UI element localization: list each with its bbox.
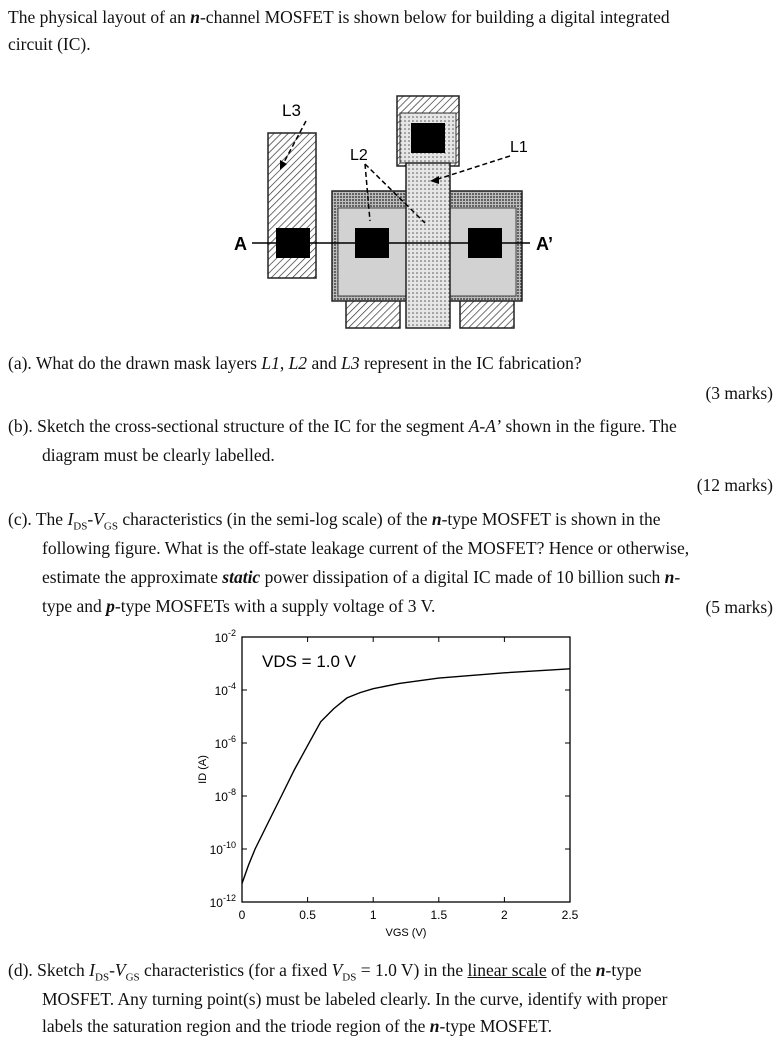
y-tick-label: $10^{-10}$ (209, 840, 236, 857)
x-tick-label: 0.5 (299, 908, 316, 922)
question-c-line-1: (c). The $I_{DS}-V_{GS}$ characteristics (in the semi-log scale) of the n-type MOSFET is shown in the (8, 509, 661, 533)
plot-frame (242, 637, 570, 902)
question-c-line-4: type and p-type MOSFETs with a supply voltage of 3 V. (42, 596, 436, 616)
vds-annotation: VDS = 1.0 V (262, 652, 357, 671)
y-tick-label: $10^{-4}$ (214, 681, 236, 698)
marks-a: (3 marks) (705, 383, 773, 403)
question-b-line-2: diagram must be clearly labelled. (42, 445, 275, 465)
x-axis-label: VGS (V) (385, 927, 427, 939)
marks-c: (5 marks) (705, 597, 773, 617)
y-tick-label: $10^{-6}$ (214, 734, 236, 751)
intro-line-1: The physical layout of an n-channel MOSFET is shown below for building a digital integrated (8, 7, 670, 27)
label-l2: L2 (350, 147, 368, 164)
ids-vgs-curve (242, 669, 570, 884)
mosfet-layout-figure (220, 88, 580, 338)
x-tick-label: 0 (238, 908, 246, 922)
question-d-line-3: labels the saturation region and the triode region of the n-type MOSFET. (42, 1016, 552, 1036)
y-tick-label: $10^{-2}$ (214, 628, 236, 645)
label-a-prime: A’ (536, 234, 554, 254)
question-c-line-3: estimate the approximate static power dissipation of a digital IC made of 10 billion such n- (42, 567, 681, 587)
label-l3: L3 (282, 101, 301, 120)
intro-line-2: circuit (IC). (8, 34, 91, 54)
marks-b: (12 marks) (696, 475, 773, 495)
question-d-line-1: (d). Sketch $I_{DS}-V_{GS}$ characteristics (for a fixed $V_{DS} = 1.0$ V) in the linear scale of the n-type (8, 960, 642, 984)
x-tick-label: 1.5 (430, 908, 448, 922)
question-d-line-2: MOSFET. Any turning point(s) must be labeled clearly. In the curve, identify with proper (42, 989, 668, 1009)
x-tick-label: 2.5 (561, 908, 579, 922)
question-b-line-1: (b). Sketch the cross-sectional structure of the IC for the segment A-A’ shown in the figure. The (8, 416, 677, 436)
y-tick-label: $10^{-8}$ (214, 787, 236, 804)
y-axis-label: ID (A) (197, 755, 209, 784)
contact-top (411, 123, 445, 153)
poly-gate (406, 163, 450, 328)
question-a: (a). What do the drawn mask layers L1, L2 and L3 represent in the IC fabrication? (8, 353, 582, 373)
label-l1: L1 (510, 139, 528, 156)
label-a: A (234, 234, 247, 254)
x-tick-label: 2 (501, 908, 508, 922)
ids-vgs-semilog-chart (180, 620, 600, 950)
y-tick-label: $10^{-12}$ (209, 893, 236, 910)
x-tick-label: 1 (369, 908, 377, 922)
question-c-line-2: following figure. What is the off-state leakage current of the MOSFET? Hence or otherwise, (42, 538, 690, 558)
